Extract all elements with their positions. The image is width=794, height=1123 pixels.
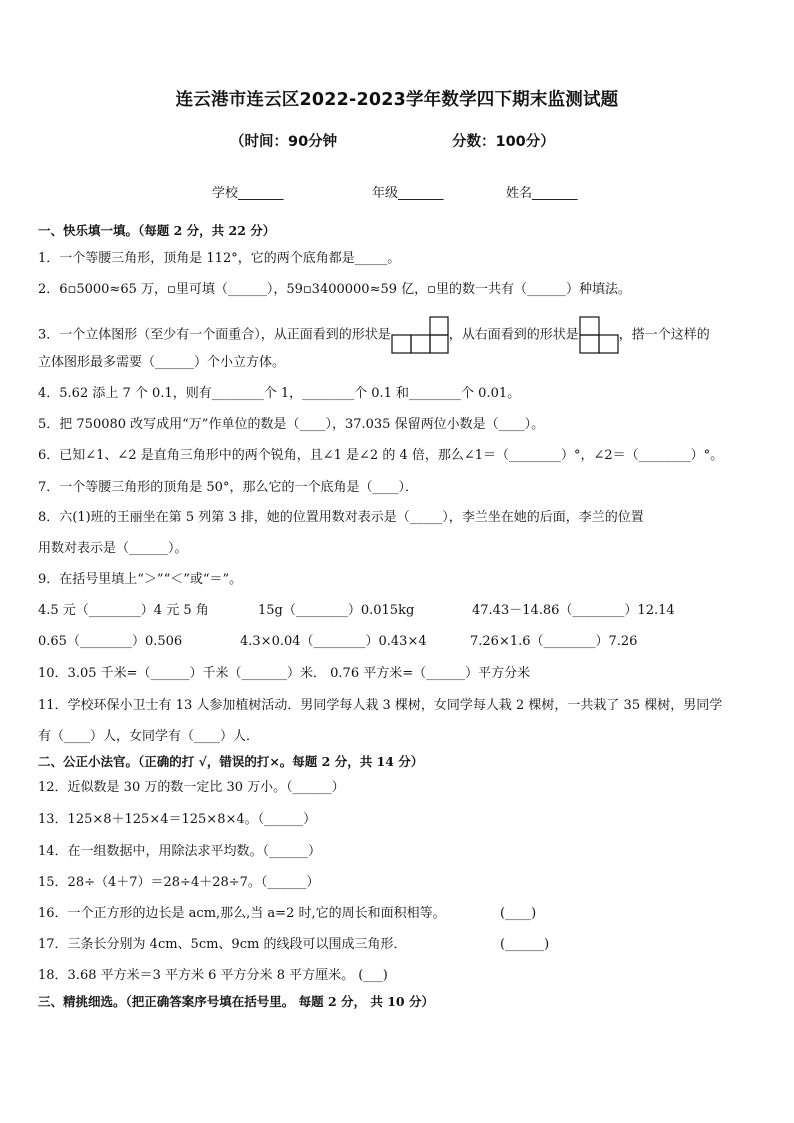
page-title: 连云港市连云区2022-2023学年数学四下期末监测试题 [175, 90, 619, 110]
question-11-line2: 有（____）人，女同学有（____）人． [38, 729, 260, 744]
q9-item: 7.26×1.6（________）7.26 [470, 634, 638, 649]
question-16-blank: (____) [500, 906, 537, 921]
q9-item: 0.65（________）0.506 [38, 634, 183, 649]
section3-heading: 三、精挑细选。（把正确答案序号填在括号里。 每题 2 分， 共 10 分） [38, 994, 434, 1009]
question-15: 15．28÷（4＋7）＝28÷4＋28÷7。（______） [38, 875, 320, 890]
question-12: 12．近似数是 30 万的数一定比 30 万小。（______） [38, 780, 345, 795]
question-10: 10．3.05 千米=（______）千米（_______）米． 0.76 平方米=（______）平方分米 [38, 666, 531, 681]
question-8-line1: 8．六(1)班的王丽坐在第 5 列第 3 排，她的位置用数对表示是（_____），李兰坐在她的后面，李兰的位置 [38, 510, 644, 525]
question-9: 9．在括号里填上“＞”“＜”或“＝”。 [38, 572, 243, 587]
question-13: 13．125×8＋125×4＝125×8×4。（______） [38, 812, 317, 827]
exam-time: （时间：90分钟 [230, 134, 338, 150]
q9-item: 4.3×0.04（________）0.43×4 [240, 634, 427, 649]
question-16: 16．一个正方形的边长是 acm,那么,当 a=2 时,它的周长和面积相等。 [38, 906, 446, 921]
exam-score: 分数：100分） [452, 134, 555, 150]
q9-item: 15g（________）0.015kg [258, 603, 415, 618]
q9-item: 4.5 元（________）4 元 5 角 [38, 603, 209, 618]
question-3-text-c: ，搭一个这样的 [618, 327, 710, 343]
question-5: 5．把 750080 改写成用“万”作单位的数是（____），37.035 保留两位小数是（____）。 [38, 417, 545, 432]
question-11-line1: 11．学校环保小卫士有 13 人参加植树活动．男同学每人栽 3 棵树，女同学每人栽 2 棵树，一共栽了 35 棵树，男同学 [38, 698, 723, 713]
front-view-figure [391, 316, 449, 354]
question-3-text-a: 3．一个立体图形（至少有一个面重合），从正面看到的形状是 [38, 327, 391, 343]
school-field[interactable]: 学校_______ [212, 186, 284, 201]
question-3-text-b: ，从右面看到的形状是 [448, 327, 579, 343]
question-18: 18．3.68 平方米＝3 平方米 6 平方分米 8 平方厘米。 (___) [38, 968, 388, 983]
question-2: 2．6▫5000≈65 万，▫里可填（______），59▫3400000≈59 亿，▫里的数一共有（______）种填法。 [38, 282, 631, 297]
question-6: 6．已知∠1、∠2 是直角三角形中的两个锐角，且∠1 是∠2 的 4 倍，那么∠1＝（________）°，∠2＝（________）°。 [38, 448, 724, 463]
question-3-line2: 立体图形最多需要（______）个小立方体。 [38, 355, 286, 370]
question-4: 4．5.62 添上 7 个 0.1，则有________个 1，________个 0.1 和________个 0.01。 [38, 386, 521, 401]
grade-field[interactable]: 年级_______ [372, 186, 444, 201]
section1-heading: 一、快乐填一填。（每题 2 分，共 22 分） [38, 223, 276, 238]
name-field[interactable]: 姓名_______ [506, 186, 578, 201]
right-view-figure [579, 316, 619, 354]
section2-heading: 二、公正小法官。（正确的打 √，错误的打×。每题 2 分，共 14 分） [38, 754, 424, 769]
question-1: 1．一个等腰三角形，顶角是 112°，它的两个底角都是_____。 [38, 251, 401, 266]
question-3-line1 [38, 316, 710, 354]
question-17: 17．三条长分别为 4cm、5cm、9cm 的线段可以围成三角形． [38, 937, 407, 952]
question-14: 14．在一组数据中，用除法求平均数。（______） [38, 844, 322, 859]
question-17-blank: (______) [500, 937, 550, 952]
question-7: 7．一个等腰三角形的顶角是 50°，那么它的一个底角是（____）． [38, 480, 418, 495]
q9-item: 47.43－14.86（________）12.14 [472, 603, 675, 618]
question-8-line2: 用数对表示是（______）。 [38, 541, 188, 556]
